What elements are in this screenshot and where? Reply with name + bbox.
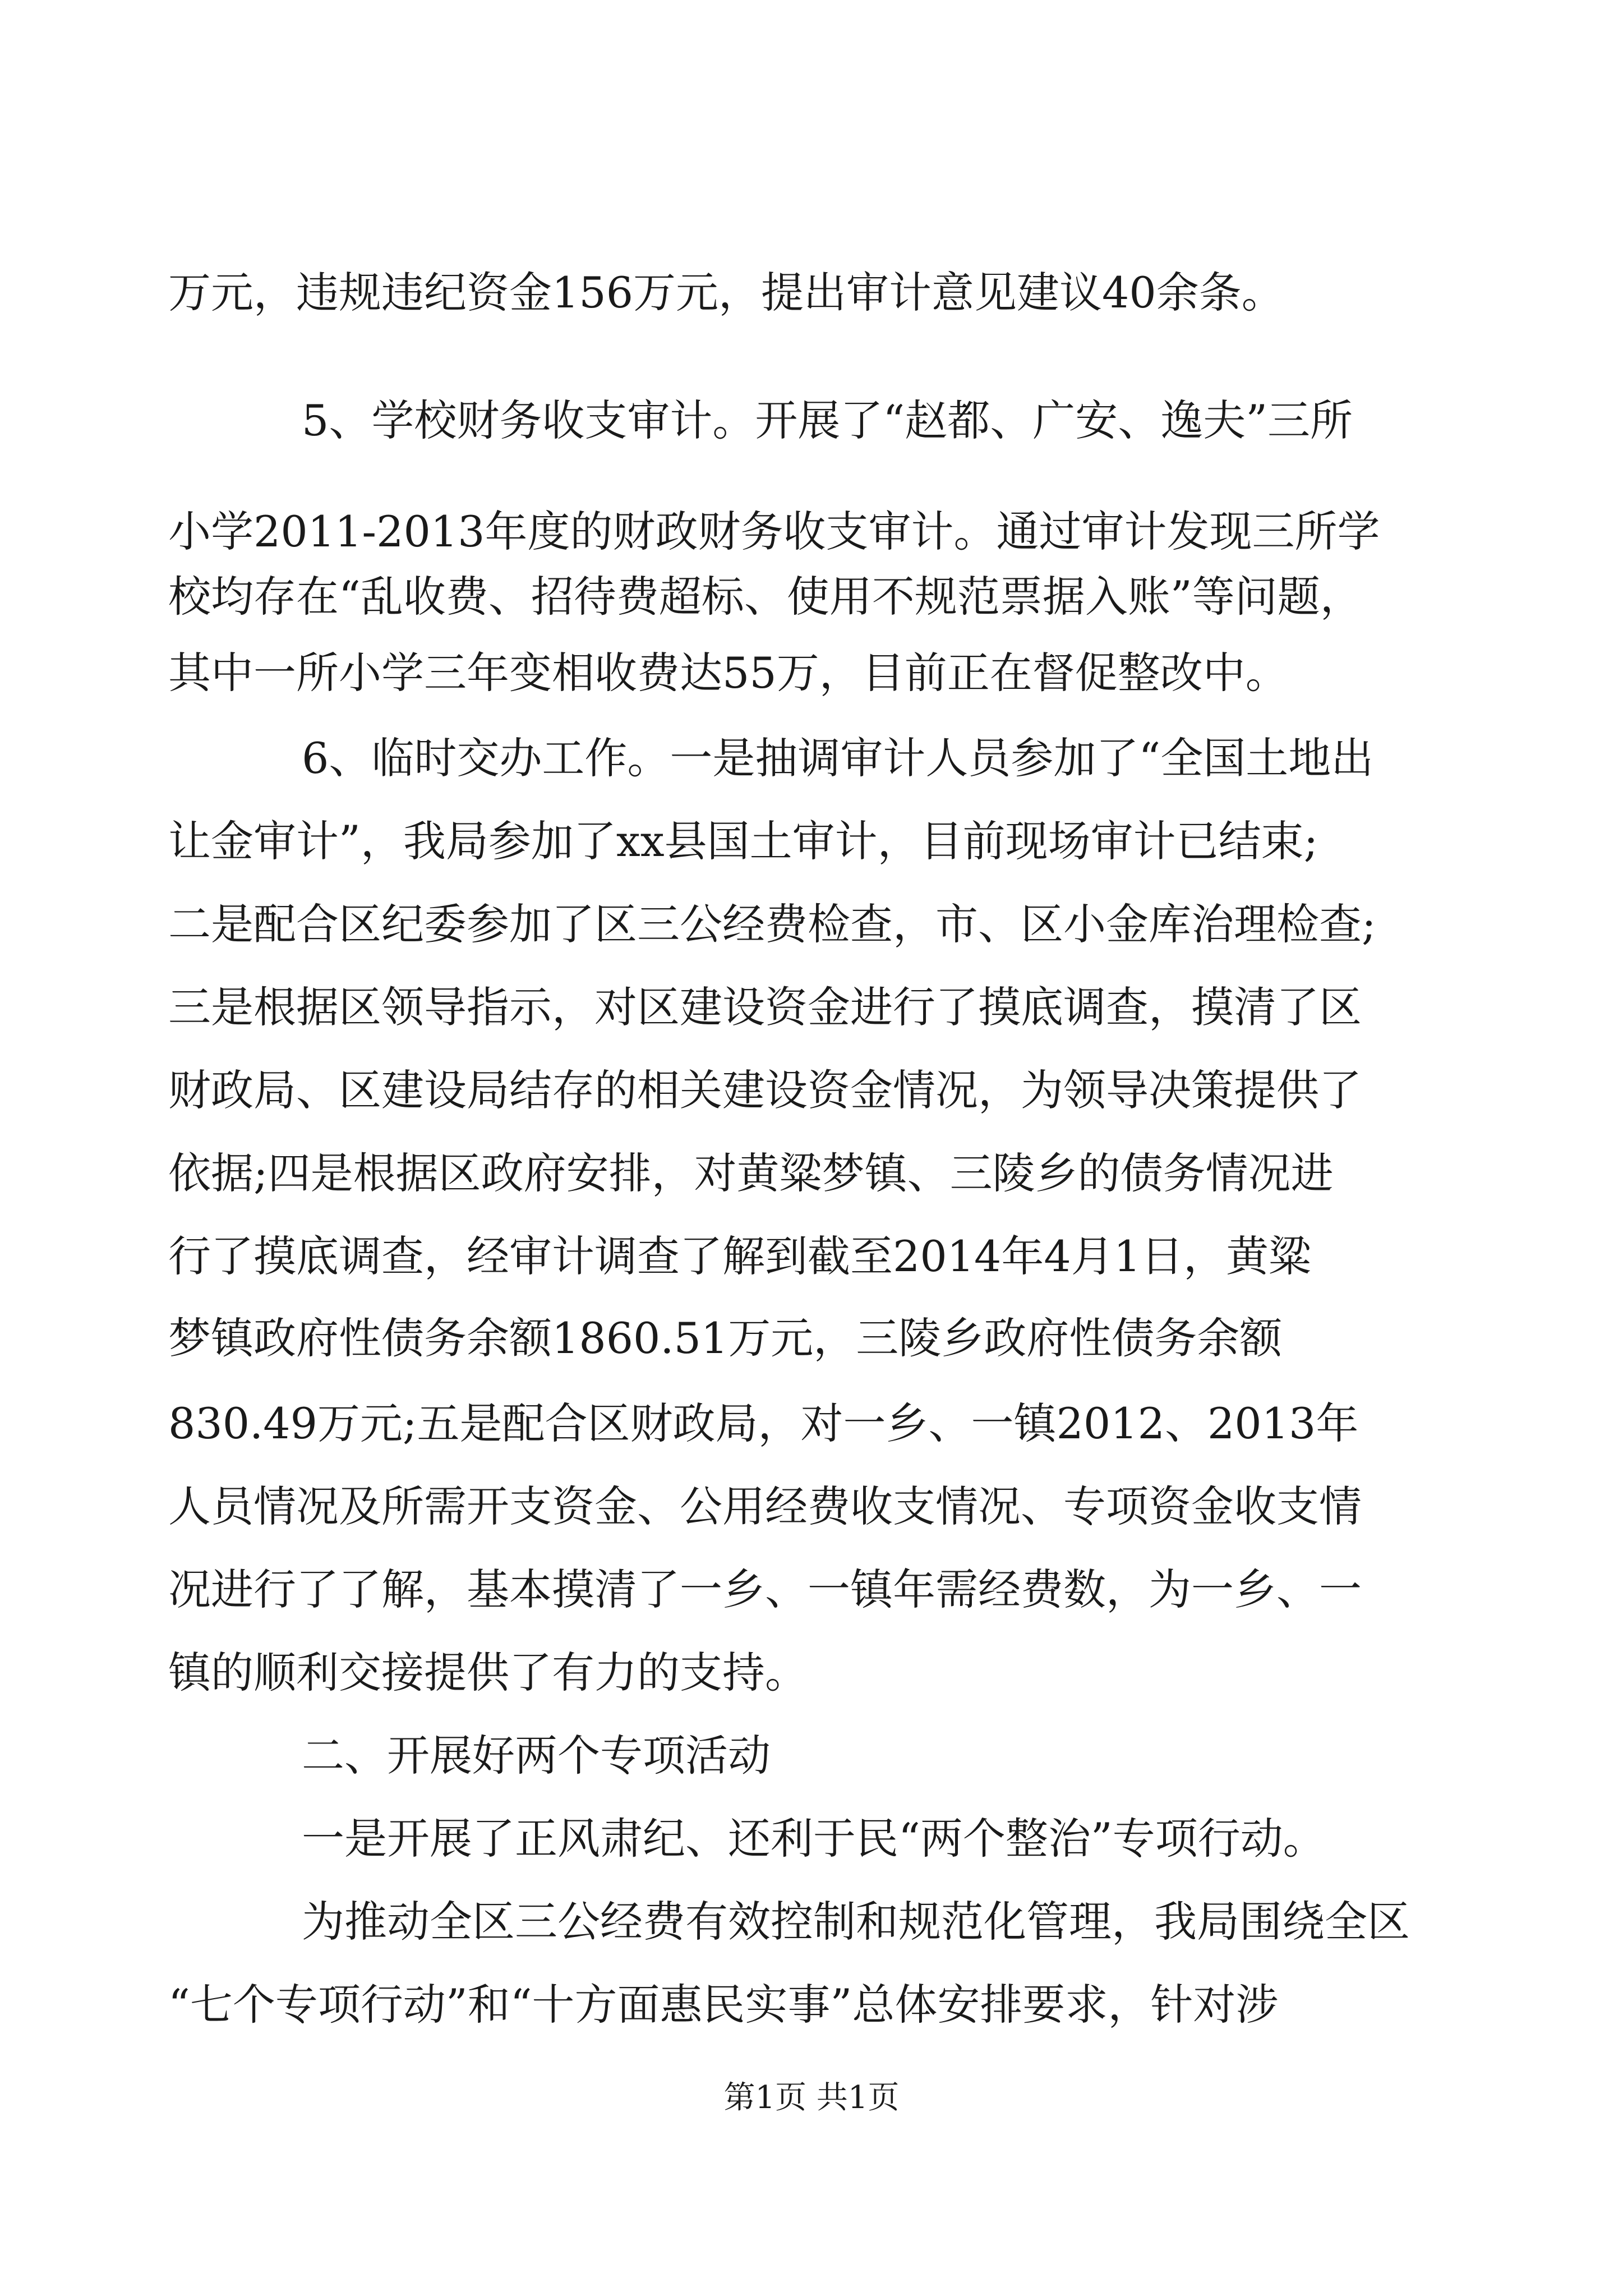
- text-line: 财政局、区建设局结存的相关建设资金情况，为领导决策提供了: [168, 1065, 1362, 1115]
- text-line: 二是配合区纪委参加了区三公经费检查，市、区小金库治理检查;: [168, 899, 1376, 949]
- text-line: “七个专项行动”和“十方面惠民实事”总体安排要求，针对涉: [168, 1980, 1279, 2030]
- text-line: 三是根据区领导指示，对区建设资金进行了摸底调查，摸清了区: [168, 982, 1362, 1032]
- text-line: 况进行了了解，基本摸清了一乡、一镇年需经费数，为一乡、一: [168, 1565, 1362, 1614]
- text-line: 让金审计”，我局参加了xx县国土审计，目前现场审计已结束;: [168, 816, 1318, 866]
- text-line: 梦镇政府性债务余额1860.51万元，三陵乡政府性债务余额: [168, 1313, 1283, 1363]
- text-line: 人员情况及所需开支资金、公用经费收支情况、专项资金收支情: [168, 1481, 1362, 1531]
- text-line: 小学2011-2013年度的财政财务收支审计。通过审计发现三所学: [168, 507, 1380, 556]
- text-line: 其中一所小学三年变相收费达55万，目前正在督促整改中。: [168, 648, 1288, 698]
- text-line: 行了摸底调查，经审计调查了解到截至2014年4月1日，黄粱: [168, 1231, 1312, 1281]
- text-line: 830.49万元;五是配合区财政局，对一乡、一镇2012、2013年: [168, 1398, 1359, 1448]
- text-line: 镇的顺利交接提供了有力的支持。: [168, 1648, 808, 1697]
- section-heading: 二、开展好两个专项活动: [302, 1731, 771, 1780]
- text-line: 校均存在“乱收费、招待费超标、使用不规范票据入账”等问题，: [168, 572, 1363, 622]
- text-line: 一是开展了正风肃纪、还利于民“两个整治”专项行动。: [302, 1814, 1326, 1864]
- text-line: 5、学校财务收支审计。开展了“赵都、广安、逸夫”三所: [302, 395, 1353, 445]
- text-line: 为推动全区三公经费有效控制和规范化管理，我局围绕全区: [302, 1897, 1410, 1947]
- page-number-footer: 第1页 共1页: [723, 2079, 900, 2116]
- text-line: 依据;四是根据区政府安排，对黄粱梦镇、三陵乡的债务情况进: [168, 1148, 1334, 1198]
- text-line: 万元，违规违纪资金156万元，提出审计意见建议40余条。: [168, 268, 1284, 318]
- text-line: 6、临时交办工作。一是抽调审计人员参加了“全国土地出: [302, 733, 1374, 783]
